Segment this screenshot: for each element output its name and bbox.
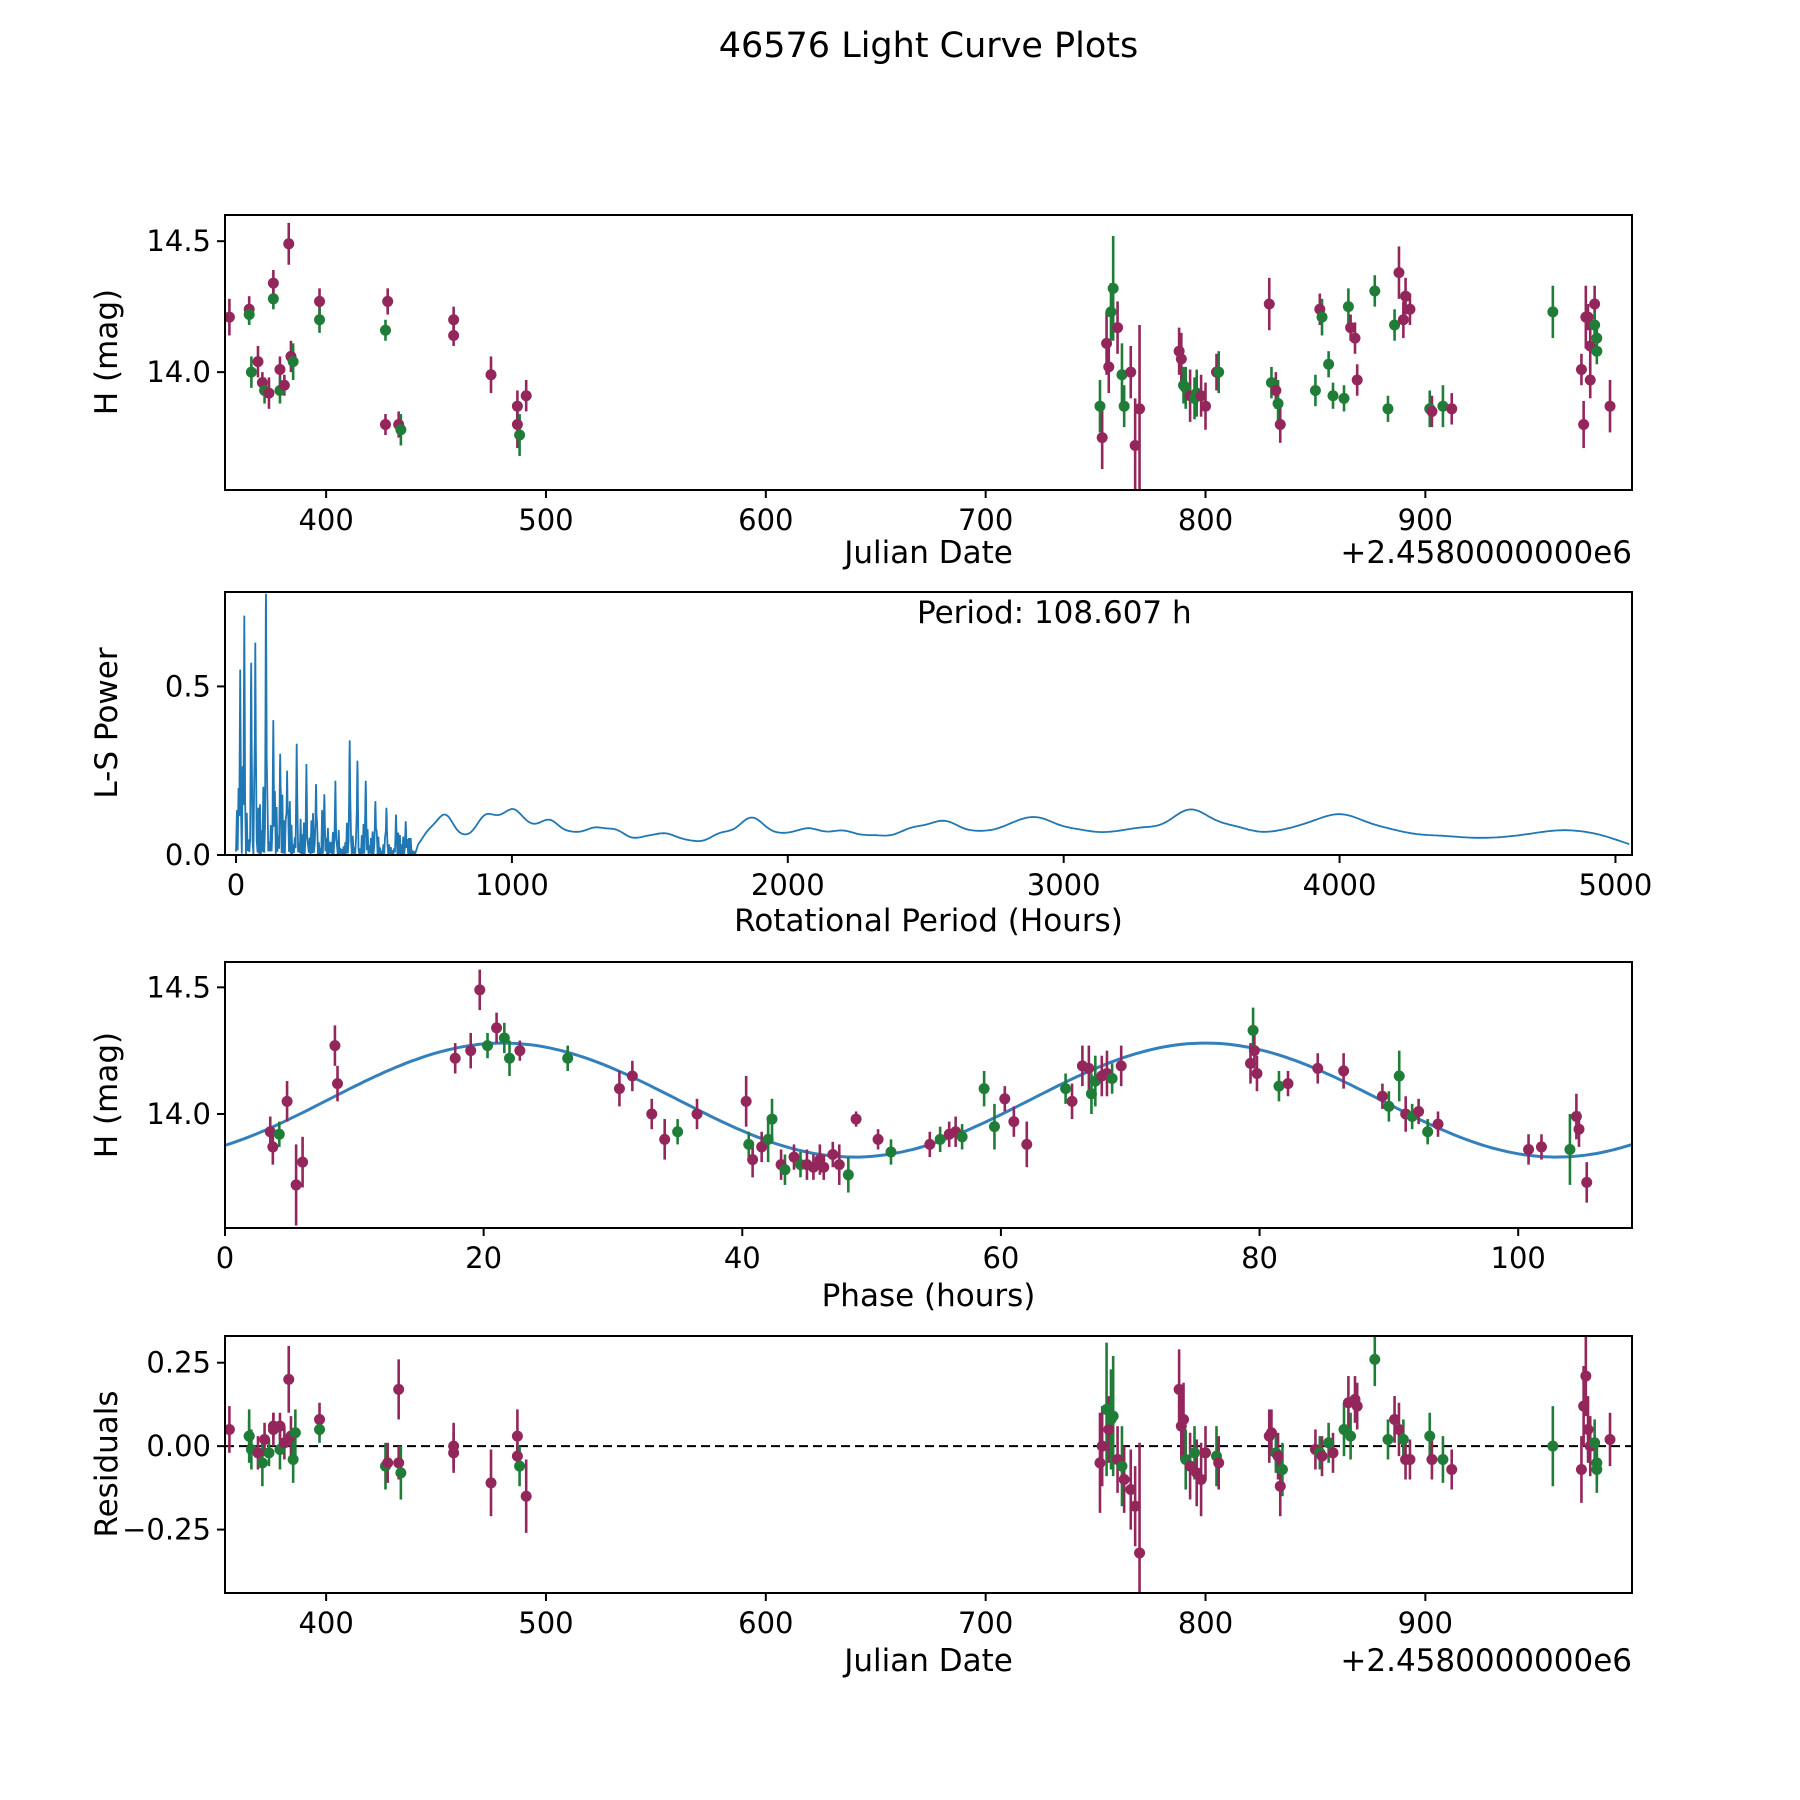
data-point xyxy=(1094,401,1105,412)
data-point xyxy=(1134,403,1145,414)
data-point xyxy=(1589,299,1600,310)
data-point xyxy=(288,356,299,367)
data-point xyxy=(1125,1484,1136,1495)
ls-periodogram-axes xyxy=(165,592,1652,902)
phase-ylabel: H (mag) xyxy=(89,1031,125,1159)
data-point xyxy=(512,1451,523,1462)
data-point xyxy=(380,419,391,430)
data-point xyxy=(659,1134,670,1145)
data-point xyxy=(314,1414,325,1425)
data-point xyxy=(1097,1441,1108,1452)
x-tick-label: 1000 xyxy=(475,868,549,902)
data-point xyxy=(1377,1091,1388,1102)
data-point xyxy=(1119,1474,1130,1485)
axes-spines xyxy=(225,592,1632,855)
data-point xyxy=(499,1033,510,1044)
x-tick-label: 80 xyxy=(1241,1241,1279,1275)
axes-spines xyxy=(225,1336,1632,1593)
data-point xyxy=(924,1139,935,1150)
data-point xyxy=(1383,1101,1394,1112)
data-point xyxy=(259,1434,270,1445)
data-point xyxy=(1323,359,1334,370)
data-point xyxy=(274,1421,285,1432)
x-tick-label: 900 xyxy=(1397,1606,1454,1640)
data-point xyxy=(1591,1464,1602,1475)
data-point xyxy=(1343,301,1354,312)
data-point xyxy=(741,1096,752,1107)
data-point xyxy=(279,380,290,391)
data-point xyxy=(1103,361,1114,372)
data-point xyxy=(1134,1547,1145,1558)
data-point xyxy=(1310,385,1321,396)
y-tick-label: 0.00 xyxy=(146,1429,211,1464)
data-point xyxy=(1424,1431,1435,1442)
data-point xyxy=(1273,398,1284,409)
data-point xyxy=(491,1022,502,1033)
data-point xyxy=(1426,406,1437,417)
data-point xyxy=(1328,1447,1339,1458)
x-tick-label: 400 xyxy=(298,503,354,537)
data-point xyxy=(999,1093,1010,1104)
data-point xyxy=(1564,1144,1575,1155)
data-point xyxy=(282,1096,293,1107)
data-point xyxy=(1248,1025,1259,1036)
data-point xyxy=(1404,304,1415,315)
data-point xyxy=(1581,1177,1592,1188)
data-point xyxy=(1345,1431,1356,1442)
y-tick-label: 0.5 xyxy=(164,669,211,704)
x-tick-label: 5000 xyxy=(1578,868,1653,902)
x-tick-label: 100 xyxy=(1490,1241,1546,1275)
data-point xyxy=(393,1457,404,1468)
data-point xyxy=(290,1427,301,1438)
data-point xyxy=(1083,1063,1094,1074)
data-point xyxy=(1130,1501,1141,1512)
data-point xyxy=(1536,1141,1547,1152)
data-point xyxy=(486,369,497,380)
data-point xyxy=(1245,1058,1256,1069)
data-point xyxy=(291,1179,302,1190)
x-tick-label: 0 xyxy=(215,1241,235,1275)
data-point xyxy=(1433,1119,1444,1130)
data-point xyxy=(1107,1073,1118,1084)
data-point xyxy=(1277,1464,1288,1475)
data-point xyxy=(1349,333,1360,344)
data-point xyxy=(252,356,263,367)
data-point xyxy=(1422,1126,1433,1137)
data-point xyxy=(450,1053,461,1064)
data-point xyxy=(465,1045,476,1056)
data-point xyxy=(448,314,459,325)
data-point xyxy=(395,1467,406,1478)
data-point xyxy=(257,1457,268,1468)
data-point xyxy=(957,1131,968,1142)
data-point xyxy=(288,1454,299,1465)
data-point xyxy=(646,1109,657,1120)
data-point xyxy=(779,1164,790,1175)
data-point xyxy=(1283,1078,1294,1089)
data-point xyxy=(1580,1371,1591,1382)
data-point xyxy=(834,1159,845,1170)
data-point xyxy=(1105,306,1116,317)
data-point xyxy=(514,1461,525,1472)
data-point xyxy=(274,1129,285,1140)
data-point xyxy=(1369,285,1380,296)
data-point xyxy=(1345,322,1356,333)
data-point xyxy=(314,314,325,325)
data-point xyxy=(1394,1071,1405,1082)
data-point xyxy=(1338,1065,1349,1076)
y-tick-label: 14.5 xyxy=(146,224,211,259)
data-point xyxy=(1273,1451,1284,1462)
data-point xyxy=(1605,1434,1616,1445)
data-point xyxy=(1576,364,1587,375)
data-point xyxy=(1523,1144,1534,1155)
residuals-ylabel: Residuals xyxy=(89,1390,125,1538)
y-tick-label: 14.0 xyxy=(146,355,211,390)
x-tick-label: 800 xyxy=(1177,503,1234,537)
data-point xyxy=(1275,1481,1286,1492)
data-point xyxy=(314,1424,325,1435)
data-point xyxy=(1323,1437,1334,1448)
data-point xyxy=(843,1169,854,1180)
data-point xyxy=(314,296,325,307)
data-point xyxy=(614,1083,625,1094)
period-annotation: Period: 108.607 h xyxy=(917,595,1192,631)
periodogram-line xyxy=(236,594,1629,855)
data-point xyxy=(1060,1083,1071,1094)
data-point xyxy=(1547,1441,1558,1452)
figure-title: 46576 Light Curve Plots xyxy=(718,26,1139,66)
data-point xyxy=(486,1477,497,1488)
data-point xyxy=(521,390,532,401)
data-point xyxy=(1352,375,1363,386)
data-point xyxy=(382,1457,393,1468)
data-point xyxy=(1021,1139,1032,1150)
data-point xyxy=(512,419,523,430)
data-point xyxy=(1270,385,1281,396)
y-tick-label: 14.0 xyxy=(146,1097,211,1131)
lightcurve-x-offset-text: +2.4580000000e6 xyxy=(1340,535,1632,571)
x-tick-label: 700 xyxy=(957,1606,1014,1640)
data-point xyxy=(1393,1424,1404,1435)
phase-folded-axes xyxy=(146,962,1632,1275)
data-point xyxy=(1103,1424,1114,1435)
data-point xyxy=(1097,432,1108,443)
x-tick-label: 800 xyxy=(1177,1606,1234,1640)
data-point xyxy=(283,238,294,249)
data-point xyxy=(1426,1454,1437,1465)
data-point xyxy=(1393,267,1404,278)
data-point xyxy=(297,1157,308,1168)
data-point xyxy=(1067,1096,1078,1107)
data-point xyxy=(827,1149,838,1160)
data-point xyxy=(873,1134,884,1145)
x-tick-label: 60 xyxy=(982,1241,1020,1275)
data-point xyxy=(246,367,257,378)
light-curve-axes xyxy=(146,215,1632,537)
data-point xyxy=(1116,1461,1127,1472)
data-point xyxy=(1266,1427,1277,1438)
data-point xyxy=(514,430,525,441)
data-point xyxy=(448,330,459,341)
data-point xyxy=(1116,1060,1127,1071)
data-point xyxy=(1108,1411,1119,1422)
data-point xyxy=(329,1040,340,1051)
data-point xyxy=(1264,299,1275,310)
data-point xyxy=(263,1447,274,1458)
x-tick-label: 500 xyxy=(518,1606,574,1640)
data-point xyxy=(1589,1437,1600,1448)
data-point xyxy=(1176,354,1187,365)
data-point xyxy=(395,424,406,435)
data-point xyxy=(1547,306,1558,317)
data-point xyxy=(267,1141,278,1152)
data-point xyxy=(1605,401,1616,412)
data-point xyxy=(1200,1447,1211,1458)
x-tick-label: 400 xyxy=(298,1606,354,1640)
data-point xyxy=(382,296,393,307)
periodogram-ylabel: L-S Power xyxy=(89,647,125,799)
data-point xyxy=(1312,1063,1323,1074)
data-point xyxy=(263,388,274,399)
data-point xyxy=(763,1134,774,1145)
data-point xyxy=(1578,1401,1589,1412)
data-point xyxy=(1573,1124,1584,1135)
data-point xyxy=(1571,1111,1582,1122)
data-point xyxy=(1398,314,1409,325)
data-point xyxy=(1339,393,1350,404)
data-point xyxy=(1583,1424,1594,1435)
data-point xyxy=(1125,367,1136,378)
data-point xyxy=(979,1083,990,1094)
lightcurve-ylabel: H (mag) xyxy=(89,288,125,416)
x-tick-label: 40 xyxy=(723,1241,761,1275)
data-point xyxy=(767,1114,778,1125)
data-point xyxy=(1249,1045,1260,1056)
data-point xyxy=(1576,1464,1587,1475)
x-tick-label: 600 xyxy=(738,1606,794,1640)
phase-folded-plot-area xyxy=(225,970,1632,1226)
data-point xyxy=(274,364,285,375)
data-point xyxy=(1382,403,1393,414)
data-point xyxy=(1189,1447,1200,1458)
data-point xyxy=(1086,1088,1097,1099)
data-point xyxy=(627,1071,638,1082)
data-point xyxy=(1446,1464,1457,1475)
data-point xyxy=(989,1121,1000,1132)
data-point xyxy=(692,1109,703,1120)
data-point xyxy=(283,1374,294,1385)
data-point xyxy=(1200,401,1211,412)
data-point xyxy=(1400,291,1411,302)
axes-spines xyxy=(225,962,1632,1228)
x-tick-label: 500 xyxy=(518,503,574,537)
data-point xyxy=(1130,440,1141,451)
y-tick-label: −0.25 xyxy=(122,1512,211,1547)
data-point xyxy=(448,1447,459,1458)
data-point xyxy=(1591,346,1602,357)
data-point xyxy=(1317,312,1328,323)
data-point xyxy=(1196,1474,1207,1485)
data-point xyxy=(1328,390,1339,401)
data-point xyxy=(1119,401,1130,412)
data-point xyxy=(1369,1354,1380,1365)
data-point xyxy=(268,278,279,289)
data-point xyxy=(521,1491,532,1502)
data-point xyxy=(244,1431,255,1442)
data-point xyxy=(1213,367,1224,378)
x-tick-label: 900 xyxy=(1397,503,1454,537)
data-point xyxy=(1389,1414,1400,1425)
data-point xyxy=(1178,1414,1189,1425)
lightcurve-xlabel: Julian Date xyxy=(844,535,1013,571)
data-point xyxy=(1213,1457,1224,1468)
data-point xyxy=(380,325,391,336)
data-point xyxy=(393,1384,404,1395)
data-point xyxy=(1585,375,1596,386)
data-point xyxy=(268,293,279,304)
x-tick-label: 700 xyxy=(957,503,1014,537)
data-point xyxy=(743,1139,754,1150)
data-point xyxy=(482,1040,493,1051)
data-point xyxy=(747,1154,758,1165)
x-tick-label: 600 xyxy=(738,503,794,537)
y-tick-label: 14.5 xyxy=(146,970,211,1005)
data-point xyxy=(818,1162,829,1173)
y-tick-label: 0.25 xyxy=(146,1345,211,1380)
data-point xyxy=(1382,1434,1393,1445)
residuals-x-offset-text: +2.4580000000e6 xyxy=(1340,1643,1632,1679)
phase-xlabel: Phase (hours) xyxy=(821,1278,1036,1314)
data-point xyxy=(1108,283,1119,294)
data-point xyxy=(1589,320,1600,331)
data-point xyxy=(1251,1068,1262,1079)
x-tick-label: 2000 xyxy=(750,868,825,902)
data-point xyxy=(1112,322,1123,333)
periodogram-xlabel: Rotational Period (Hours) xyxy=(734,903,1123,939)
data-point xyxy=(562,1053,573,1064)
residuals-axes xyxy=(122,1333,1632,1663)
residuals-xlabel: Julian Date xyxy=(844,1643,1013,1679)
data-point xyxy=(1446,403,1457,414)
ls-periodogram-plot-area xyxy=(236,594,1629,855)
data-point xyxy=(504,1053,515,1064)
data-point xyxy=(1008,1116,1019,1127)
data-point xyxy=(1413,1106,1424,1117)
data-point xyxy=(851,1114,862,1125)
data-point xyxy=(474,984,485,995)
data-point xyxy=(1404,1454,1415,1465)
y-tick-label: 0.0 xyxy=(164,838,211,872)
data-point xyxy=(1437,1454,1448,1465)
data-point xyxy=(244,309,255,320)
data-point xyxy=(332,1078,343,1089)
x-tick-label: 0 xyxy=(226,868,246,902)
data-point xyxy=(514,1045,525,1056)
data-point xyxy=(252,1447,263,1458)
data-point xyxy=(885,1147,896,1158)
data-point xyxy=(1317,1451,1328,1462)
data-point xyxy=(1398,1434,1409,1445)
data-point xyxy=(512,1431,523,1442)
data-point xyxy=(1174,1384,1185,1395)
axes-spines xyxy=(225,215,1632,490)
x-tick-label: 4000 xyxy=(1302,868,1377,902)
data-point xyxy=(1578,419,1589,430)
data-point xyxy=(1094,1457,1105,1468)
data-point xyxy=(1196,390,1207,401)
data-point xyxy=(672,1126,683,1137)
data-point xyxy=(1352,1401,1363,1412)
data-point xyxy=(1275,419,1286,430)
data-point xyxy=(512,401,523,412)
x-tick-label: 3000 xyxy=(1026,868,1101,902)
data-point xyxy=(1101,338,1112,349)
x-tick-label: 20 xyxy=(465,1241,503,1275)
data-point xyxy=(1591,333,1602,344)
light-curve-plot-area xyxy=(224,223,1616,493)
